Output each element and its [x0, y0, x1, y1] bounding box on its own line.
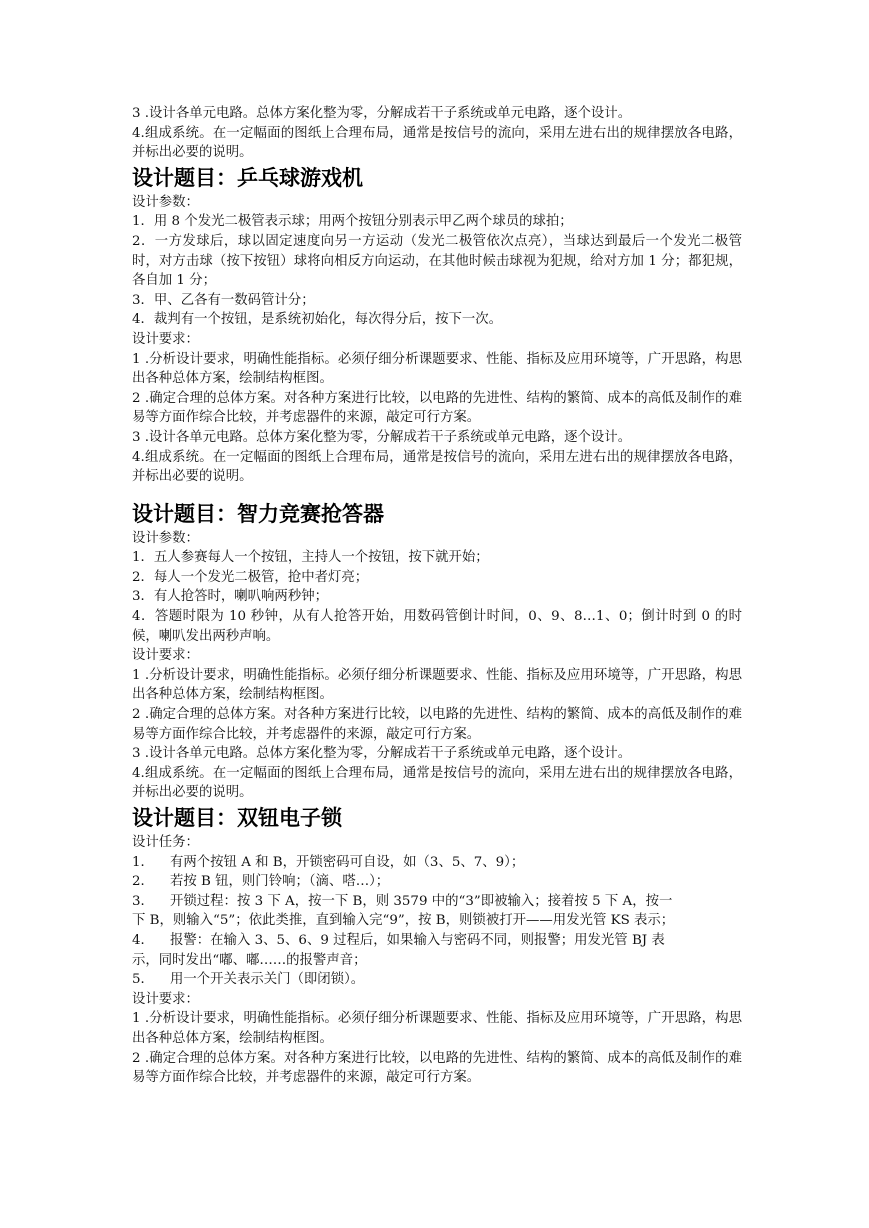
- param-item: 1．五人参赛每人一个按钮，主持人一个按钮，按下就开始；: [132, 550, 489, 566]
- task-text: 若按 B 钮，则门铃响；（滴、嗒…）；: [170, 874, 390, 890]
- task-text: 开锁过程：按 3 下 A，按一下 B，则 3579 中的“3”即被输入；接着按 5 下 A，按一: [170, 893, 673, 909]
- requirements-label: 设计要求：: [132, 991, 199, 1007]
- task-item: [132, 970, 742, 990]
- param-item: 4．裁判有一个按钮，是系统初始化，每次得分后，按下一次。: [132, 312, 503, 328]
- task-text: 有两个按钮 A 和 B，开锁密码可自设，如（3、5、7、9）；: [170, 854, 525, 870]
- task-item-continuation: 示，同时发出“嘟、嘟……的报警声音；: [132, 952, 367, 968]
- requirement-item: 3 .设计各单元电路。总体方案化整为零，分解成若干子系统或单元电路，逐个设计。: [132, 429, 632, 445]
- task-number: 3．: [132, 893, 154, 909]
- task-number: 2．: [132, 874, 154, 890]
- task-item: [132, 853, 742, 873]
- requirement-item: 1 .分析设计要求，明确性能指标。必须仔细分析课题要求、性能、指标及应用环境等，广开思路，构思出各种总体方案，绘制结构框图。: [132, 667, 742, 703]
- requirement-item: 1 .分析设计要求，明确性能指标。必须仔细分析课题要求、性能、指标及应用环境等，广开思路，构思出各种总体方案，绘制结构框图。: [132, 1011, 742, 1046]
- task-item: [132, 931, 742, 951]
- section-spacer: [132, 487, 742, 499]
- task-number: 5．: [132, 972, 154, 988]
- params-label: 设计参数：: [132, 194, 199, 210]
- requirements-label: 设计要求：: [132, 648, 199, 664]
- param-item: 3．甲、乙各有一数码管计分；: [132, 292, 315, 308]
- tasks-label: 设计任务：: [132, 835, 199, 850]
- requirement-item: 1 .分析设计要求，明确性能指标。必须仔细分析课题要求、性能、指标及应用环境等，广开思路，构思出各种总体方案，绘制结构框图。: [132, 351, 742, 387]
- requirement-item: 4.组成系统。在一定幅面的图纸上合理布局，通常是按信号的流向，采用左进右出的规律摆放各电路，并标出必要的说明。: [132, 449, 742, 485]
- task-text: 报警：在输入 3、5、6、9 过程后，如果输入与密码不同，则报警；用发光管 BJ 表: [170, 932, 665, 948]
- param-item: 2．每人一个发光二极管，抢中者灯亮；: [132, 569, 369, 585]
- requirement-item: 3 .设计各单元电路。总体方案化整为零，分解成若干子系统或单元电路，逐个设计。: [132, 746, 632, 762]
- section-title-electronic-lock: 设计题目：双钮电子锁: [132, 806, 342, 830]
- param-item: 1．用 8 个发光二极管表示球；用两个按钮分别表示甲乙两个球员的球拍；: [132, 214, 573, 230]
- section-title-pingpong: 设计题目：乒乓球游戏机: [132, 165, 363, 190]
- task-text: 用一个开关表示关门（即闭锁）。: [170, 972, 365, 988]
- requirement-item: 4.组成系统。在一定幅面的图纸上合理布局，通常是按信号的流向，采用左进右出的规律摆放各电路，并标出必要的说明。: [132, 765, 742, 801]
- requirements-label: 设计要求：: [132, 331, 199, 347]
- task-number: 1．: [132, 854, 154, 870]
- param-item: 3．有人抢答时，喇叭响两秒钟；: [132, 589, 328, 605]
- task-item: [132, 872, 742, 892]
- task-number: 4．: [132, 932, 154, 948]
- document-page: [132, 104, 742, 1088]
- requirement-item: 2 .确定合理的总体方案。对各种方案进行比较，以电路的先进性、结构的繁简、成本的高低及制作的难易等方面作综合比较，并考虑器件的来源，敲定可行方案。: [132, 390, 742, 426]
- param-item: 4．答题时限为 10 秒钟，从有人抢答开始，用数码管倒计时间，0、9、8…1、0；倒计时到 0 的时候，喇叭发出两秒声响。: [132, 609, 742, 644]
- params-label: 设计参数：: [132, 530, 199, 546]
- intro-line: 4.组成系统。在一定幅面的图纸上合理布局，通常是按信号的流向，采用左进右出的规律摆放各电路，并标出必要的说明。: [132, 125, 742, 161]
- intro-line: 3 .设计各单元电路。总体方案化整为零，分解成若干子系统或单元电路，逐个设计。: [132, 106, 632, 121]
- requirement-item: 2 .确定合理的总体方案。对各种方案进行比较，以电路的先进性、结构的繁简、成本的高低及制作的难易等方面作综合比较，并考虑器件的来源，敲定可行方案。: [132, 707, 742, 742]
- param-item: 2．一方发球后，球以固定速度向另一方运动（发光二极管依次点亮），当球达到最后一个发光二极管时，对方击球（按下按钮）球将向相反方向运动，在其他时候击球视为犯规，给对方加 1 分；都犯规，各自加 1 分；: [132, 233, 742, 289]
- requirement-item: 2 .确定合理的总体方案。对各种方案进行比较，以电路的先进性、结构的繁简、成本的高低及制作的难易等方面作综合比较，并考虑器件的来源，敲定可行方案。: [132, 1050, 742, 1086]
- task-item-continuation: 下 B，则输入“5”；依此类推，直到输入完“9”，按 B，则锁被打开——用发光管 KS 表示；: [132, 913, 675, 929]
- task-item: [132, 892, 742, 912]
- section-title-quiz-buzzer: 设计题目：智力竞赛抢答器: [132, 501, 384, 526]
